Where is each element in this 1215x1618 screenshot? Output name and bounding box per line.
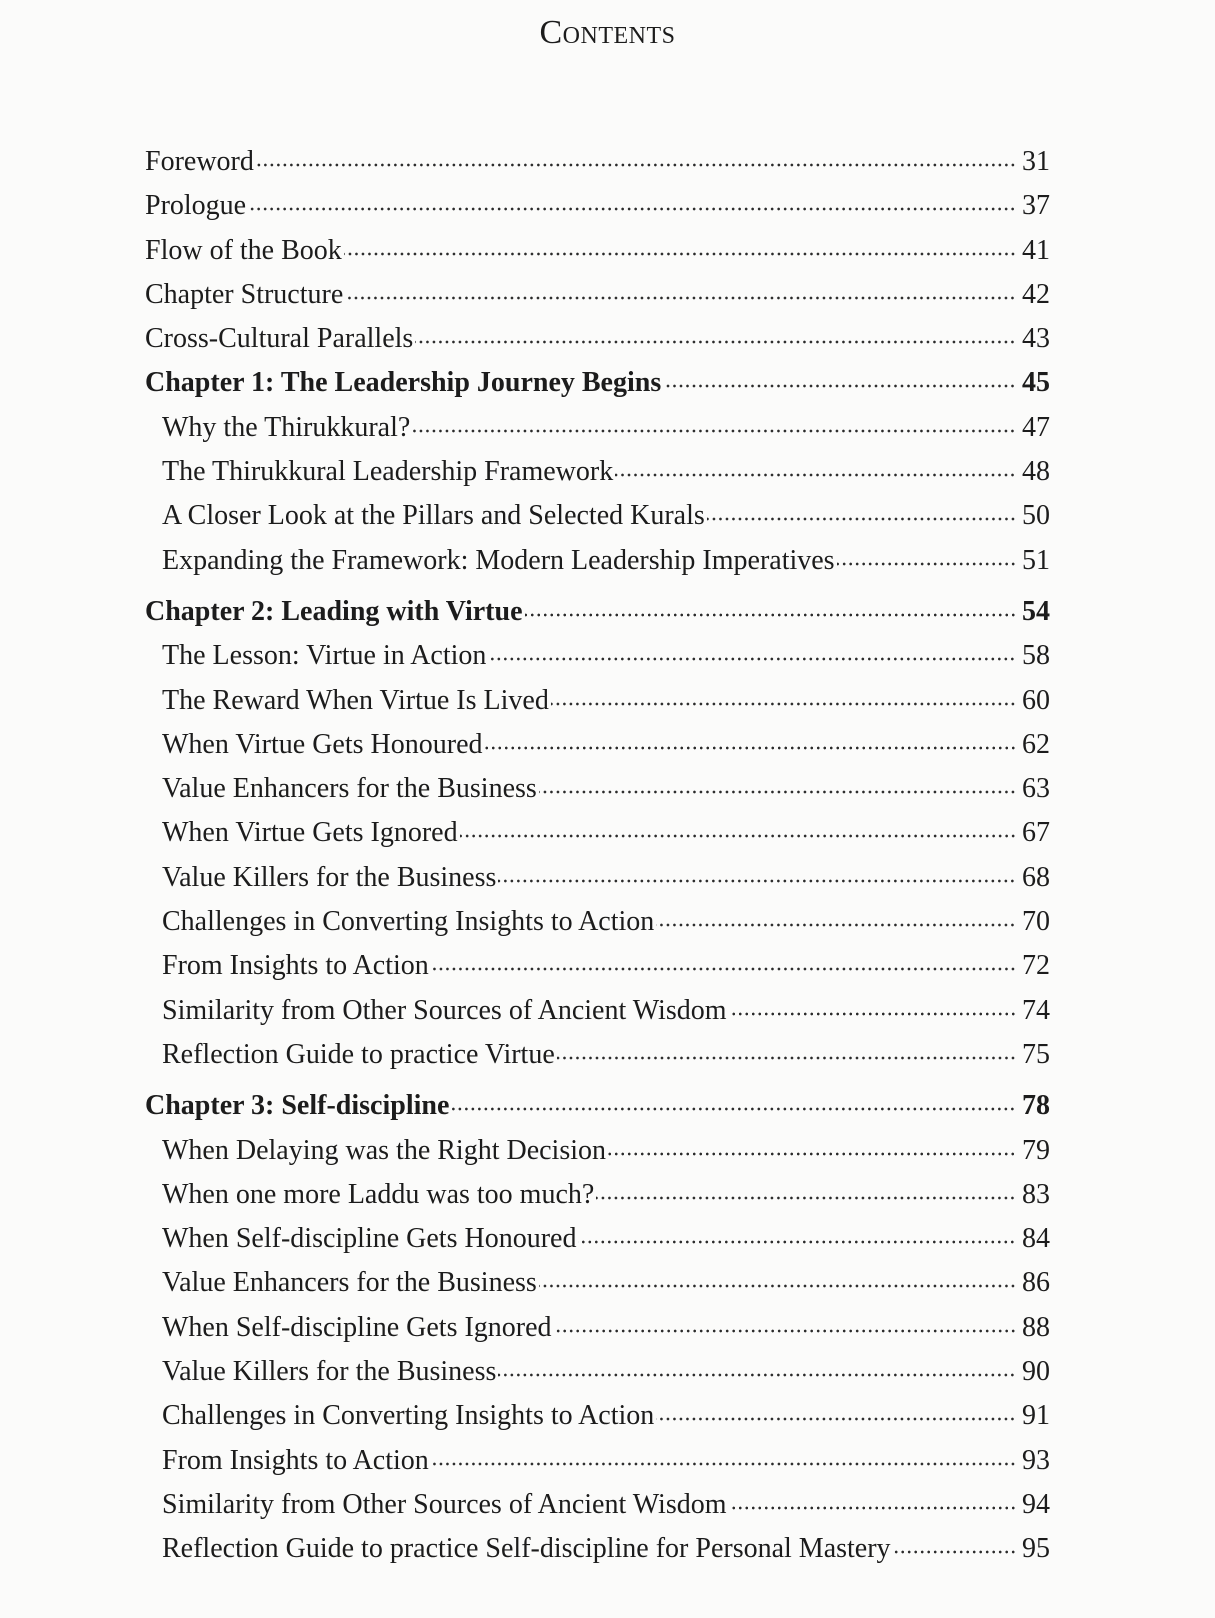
toc-entry-label: Value Killers for the Business: [162, 861, 497, 893]
toc-chapter-entry[interactable]: [145, 596, 1050, 640]
dot-leader: [557, 1055, 1016, 1061]
toc-entry[interactable]: [145, 323, 1050, 367]
toc-entry[interactable]: [145, 817, 1050, 861]
dot-leader: [615, 472, 1016, 478]
toc-entry-label: When Virtue Gets Ignored: [162, 817, 458, 849]
dot-leader: [539, 789, 1016, 795]
toc-entry[interactable]: [145, 1400, 1050, 1444]
toc-entry-label: Similarity from Other Sources of Ancient Wisdom: [162, 1488, 727, 1520]
toc-entry[interactable]: [145, 773, 1050, 817]
dot-leader: [663, 383, 1016, 389]
toc-entry-page: 60: [1022, 684, 1050, 716]
toc-entry[interactable]: [145, 685, 1050, 729]
toc-entry-page: 45: [1022, 367, 1050, 399]
toc-entry[interactable]: [145, 1223, 1050, 1267]
toc-entry-page: 63: [1022, 773, 1050, 805]
toc-entry-page: 95: [1022, 1533, 1050, 1565]
toc-entry[interactable]: [145, 146, 1050, 190]
dot-leader: [539, 1283, 1016, 1289]
toc-entry-label: Value Enhancers for the Business: [162, 1267, 537, 1299]
toc-entry-page: 75: [1022, 1038, 1050, 1070]
toc-entry-label: The Thirukkural Leadership Framework: [162, 456, 614, 488]
toc-entry-page: 90: [1022, 1356, 1050, 1388]
toc-entry-label: Flow of the Book: [145, 234, 342, 266]
toc-entry-page: 48: [1022, 456, 1050, 488]
toc-entry-label: Similarity from Other Sources of Ancient Wisdom: [162, 994, 727, 1026]
toc-chapter-entry[interactable]: [145, 367, 1050, 411]
toc-entry-label: Expanding the Framework: Modern Leadership Imperatives: [162, 544, 835, 576]
toc-entry-label: Challenges in Converting Insights to Action: [162, 1400, 655, 1432]
dot-leader: [431, 1461, 1016, 1467]
toc-entry-page: 51: [1022, 544, 1050, 576]
toc-entry-label: When Virtue Gets Honoured: [162, 728, 483, 760]
toc-entry[interactable]: [145, 190, 1050, 234]
toc-entry[interactable]: [145, 729, 1050, 773]
toc-entry-label: Value Enhancers for the Business: [162, 773, 537, 805]
toc-entry-page: 58: [1022, 640, 1050, 672]
toc-entry-label: Foreword: [145, 146, 254, 177]
toc-entry-page: 42: [1022, 278, 1050, 310]
dot-leader: [729, 1011, 1017, 1017]
toc-entry-page: 83: [1022, 1178, 1050, 1210]
toc-entry-page: 47: [1022, 411, 1050, 443]
dot-leader: [248, 206, 1016, 212]
toc-entry-page: 88: [1022, 1311, 1050, 1343]
dot-leader: [498, 878, 1016, 884]
dot-leader: [837, 561, 1016, 567]
dot-leader: [554, 1328, 1016, 1334]
toc-entry-label: When Delaying was the Right Decision: [162, 1134, 607, 1166]
dot-leader: [431, 966, 1016, 972]
dot-leader: [551, 701, 1016, 707]
toc-chapter-entry[interactable]: [145, 1090, 1050, 1134]
toc-entry-label: When one more Laddu was too much?: [162, 1178, 595, 1210]
toc-entry[interactable]: [145, 862, 1050, 906]
dot-leader: [256, 162, 1016, 168]
dot-leader: [485, 745, 1017, 751]
toc-entry[interactable]: [145, 906, 1050, 950]
toc-entry-page: 50: [1022, 500, 1050, 532]
dot-leader: [344, 251, 1016, 257]
toc-entry-label: When Self-discipline Gets Ignored: [162, 1311, 552, 1343]
toc-entry[interactable]: [145, 1312, 1050, 1356]
toc-entry-label: The Reward When Virtue Is Lived: [162, 684, 549, 716]
toc-entry-label: Challenges in Converting Insights to Action: [162, 906, 655, 938]
dot-leader: [578, 1239, 1016, 1245]
toc-entry-page: 62: [1022, 728, 1050, 760]
toc-entry[interactable]: [145, 545, 1050, 589]
toc-entry[interactable]: [145, 1267, 1050, 1311]
toc-entry-page: 84: [1022, 1223, 1050, 1255]
dot-leader: [893, 1549, 1016, 1555]
dot-leader: [707, 516, 1016, 522]
toc-entry-page: 78: [1022, 1090, 1050, 1122]
toc-entry-page: 74: [1022, 994, 1050, 1026]
toc-entry[interactable]: [145, 500, 1050, 544]
dot-leader: [525, 612, 1017, 618]
toc-entry-label: Why the Thirukkural?: [162, 411, 411, 443]
page-title: Contents: [539, 14, 676, 51]
dot-leader: [656, 1416, 1016, 1422]
toc-entry-page: 67: [1022, 817, 1050, 849]
dot-leader: [415, 339, 1016, 345]
toc-entry-page: 68: [1022, 861, 1050, 893]
toc-entry-page: 31: [1022, 146, 1050, 177]
toc-entry-page: 43: [1022, 323, 1050, 355]
toc-entry-page: 79: [1022, 1134, 1050, 1166]
toc-entry[interactable]: [145, 1356, 1050, 1400]
toc-entry[interactable]: [145, 1135, 1050, 1179]
dot-leader: [451, 1106, 1016, 1112]
toc-entry-label: Reflection Guide to practice Virtue: [162, 1038, 555, 1070]
dot-leader: [460, 833, 1016, 839]
toc-entry-label: From Insights to Action: [162, 950, 429, 982]
toc-entry[interactable]: [145, 1533, 1050, 1577]
toc-entry[interactable]: [145, 456, 1050, 500]
toc-entry[interactable]: [145, 995, 1050, 1039]
toc-entry-label: Chapter 3: Self-discipline: [145, 1090, 450, 1122]
toc-entry[interactable]: [145, 1489, 1050, 1533]
toc-entry-page: 93: [1022, 1444, 1050, 1476]
table-of-contents: [145, 146, 1050, 1578]
toc-entry-label: Chapter 2: Leading with Virtue: [145, 595, 523, 627]
toc-entry-page: 91: [1022, 1400, 1050, 1432]
toc-entry[interactable]: [145, 279, 1050, 323]
dot-leader: [498, 1372, 1016, 1378]
toc-entry-page: 86: [1022, 1267, 1050, 1299]
toc-entry[interactable]: [145, 1179, 1050, 1223]
toc-entry-label: Chapter 1: The Leadership Journey Begins: [145, 367, 662, 399]
toc-entry-page: 72: [1022, 950, 1050, 982]
toc-entry[interactable]: [145, 1039, 1050, 1083]
dot-leader: [488, 656, 1016, 662]
toc-entry[interactable]: [145, 412, 1050, 456]
dot-leader: [729, 1505, 1017, 1511]
toc-entry-label: Prologue: [145, 190, 247, 222]
toc-entry-page: 37: [1022, 190, 1050, 222]
toc-entry-label: From Insights to Action: [162, 1444, 429, 1476]
dot-leader: [412, 428, 1016, 434]
toc-entry[interactable]: [145, 950, 1050, 994]
toc-entry-label: Value Killers for the Business: [162, 1356, 497, 1388]
toc-entry-page: 41: [1022, 234, 1050, 266]
toc-entry[interactable]: [145, 235, 1050, 279]
toc-entry-label: The Lesson: Virtue in Action: [162, 640, 487, 672]
dot-leader: [596, 1195, 1016, 1201]
toc-entry-page: 54: [1022, 595, 1050, 627]
dot-leader: [656, 922, 1016, 928]
toc-entry-label: Reflection Guide to practice Self-discipline for Personal Mastery: [162, 1533, 891, 1565]
toc-entry-label: Cross-Cultural Parallels: [145, 323, 414, 355]
toc-entry-label: A Closer Look at the Pillars and Selected Kurals: [162, 500, 705, 532]
toc-entry[interactable]: [145, 640, 1050, 684]
dot-leader: [345, 295, 1016, 301]
toc-entry-label: Chapter Structure: [145, 278, 344, 310]
toc-entry-page: 94: [1022, 1488, 1050, 1520]
toc-entry-label: When Self-discipline Gets Honoured: [162, 1223, 577, 1255]
dot-leader: [608, 1151, 1016, 1157]
toc-entry[interactable]: [145, 1445, 1050, 1489]
toc-entry-page: 70: [1022, 906, 1050, 938]
